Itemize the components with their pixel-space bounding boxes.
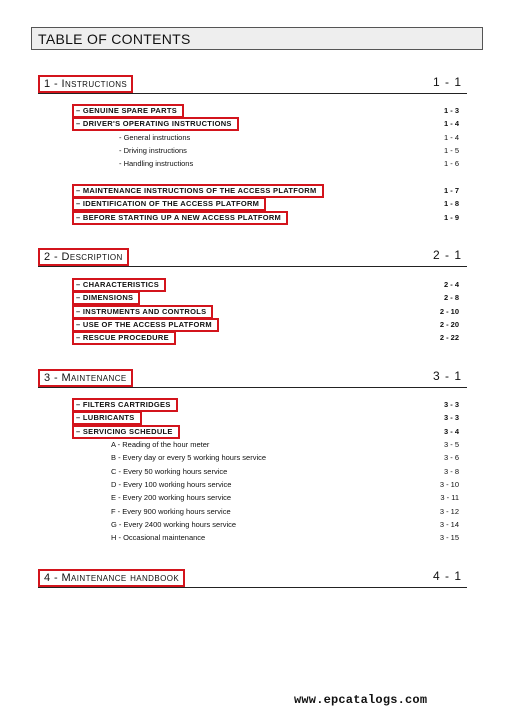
subsection-100-hours-service[interactable]: D - Every 100 working hours service	[111, 480, 232, 489]
subsection-page: 1 - 6	[443, 159, 459, 168]
section-page: 1 - 3	[443, 106, 459, 115]
subsection-900-hours-service[interactable]: F - Every 900 working hours service	[111, 507, 231, 516]
section-driver-operating-instructions[interactable]: – DRIVER'S OPERATING INSTRUCTIONS	[72, 117, 239, 131]
chapter-4-title[interactable]: 4 - Maintenance handbook	[38, 569, 185, 587]
subsection-2400-hours-service[interactable]: G - Every 2400 working hours service	[111, 520, 237, 529]
section-page: 3 - 3	[443, 400, 459, 409]
subsection-page: 3 - 15	[439, 533, 459, 542]
subsection-daily-service[interactable]: B - Every day or every 5 working hours service	[111, 453, 267, 462]
toc-title: TABLE OF CONTENTS	[38, 31, 191, 47]
subsection-page: 3 - 8	[443, 467, 459, 476]
subsection-page: 3 - 10	[439, 480, 459, 489]
chapter-4-page: 4 - 1	[432, 569, 462, 583]
subsection-page: 1 - 4	[443, 133, 459, 142]
section-filters-cartridges[interactable]: – FILTERS CARTRIDGES	[72, 398, 178, 412]
toc-header	[31, 27, 483, 50]
section-page: 2 - 20	[439, 320, 459, 329]
section-page: 1 - 4	[443, 119, 459, 128]
section-servicing-schedule[interactable]: – SERVICING SCHEDULE	[72, 425, 180, 439]
subsection-driving-instructions[interactable]: - Driving instructions	[119, 146, 187, 155]
footer-url[interactable]: www.epcatalogs.com	[294, 693, 428, 707]
subsection-general-instructions[interactable]: - General instructions	[119, 133, 191, 142]
section-lubricants[interactable]: – LUBRICANTS	[72, 411, 142, 425]
subsection-page: 3 - 12	[439, 507, 459, 516]
section-rescue-procedure[interactable]: – RESCUE PROCEDURE	[72, 331, 176, 345]
chapter-2-title[interactable]: 2 - Description	[38, 248, 129, 266]
section-instruments-and-controls[interactable]: – INSTRUMENTS AND CONTROLS	[72, 305, 213, 319]
section-page: 2 - 8	[443, 293, 459, 302]
section-page: 2 - 10	[439, 307, 459, 316]
subsection-page: 3 - 14	[439, 520, 459, 529]
section-genuine-spare-parts[interactable]: – GENUINE SPARE PARTS	[72, 104, 184, 118]
section-page: 1 - 7	[443, 186, 459, 195]
section-page: 2 - 4	[443, 280, 459, 289]
subsection-page: 3 - 6	[443, 453, 459, 462]
subsection-page: 3 - 11	[440, 493, 459, 502]
chapter-2-heading	[38, 248, 467, 267]
section-use-of-access-platform[interactable]: – USE OF THE ACCESS PLATFORM	[72, 318, 219, 332]
subsection-50-hours-service[interactable]: C - Every 50 working hours service	[111, 467, 228, 476]
chapter-3-title[interactable]: 3 - Maintenance	[38, 369, 133, 387]
chapter-1-title[interactable]: 1 - Instructions	[38, 75, 133, 93]
section-maintenance-instructions[interactable]: – MAINTENANCE INSTRUCTIONS OF THE ACCESS PLATFORM	[72, 184, 324, 198]
section-page: 3 - 4	[443, 427, 459, 436]
section-characteristics[interactable]: – CHARACTERISTICS	[72, 278, 166, 292]
section-page: 2 - 22	[439, 333, 459, 342]
subsection-200-hours-service[interactable]: E - Every 200 working hours service	[111, 493, 232, 502]
subsection-occasional-maintenance[interactable]: H - Occasional maintenance	[111, 533, 206, 542]
subsection-hour-meter[interactable]: A - Reading of the hour meter	[111, 440, 210, 449]
section-page: 3 - 3	[443, 413, 459, 422]
chapter-3-page: 3 - 1	[432, 369, 462, 383]
subsection-page: 3 - 5	[443, 440, 459, 449]
chapter-1-page: 1 - 1	[432, 75, 462, 89]
section-page: 1 - 9	[443, 213, 459, 222]
chapter-2-page: 2 - 1	[432, 248, 462, 262]
chapter-4-heading	[38, 569, 467, 588]
section-page: 1 - 8	[443, 199, 459, 208]
subsection-page: 1 - 5	[443, 146, 459, 155]
section-before-starting-up[interactable]: – BEFORE STARTING UP A NEW ACCESS PLATFORM	[72, 211, 288, 225]
chapter-3-heading	[38, 369, 467, 388]
subsection-handling-instructions[interactable]: - Handling instructions	[119, 159, 194, 168]
chapter-1-heading	[38, 75, 467, 94]
section-dimensions[interactable]: – DIMENSIONS	[72, 291, 140, 305]
section-identification[interactable]: – IDENTIFICATION OF THE ACCESS PLATFORM	[72, 197, 266, 211]
